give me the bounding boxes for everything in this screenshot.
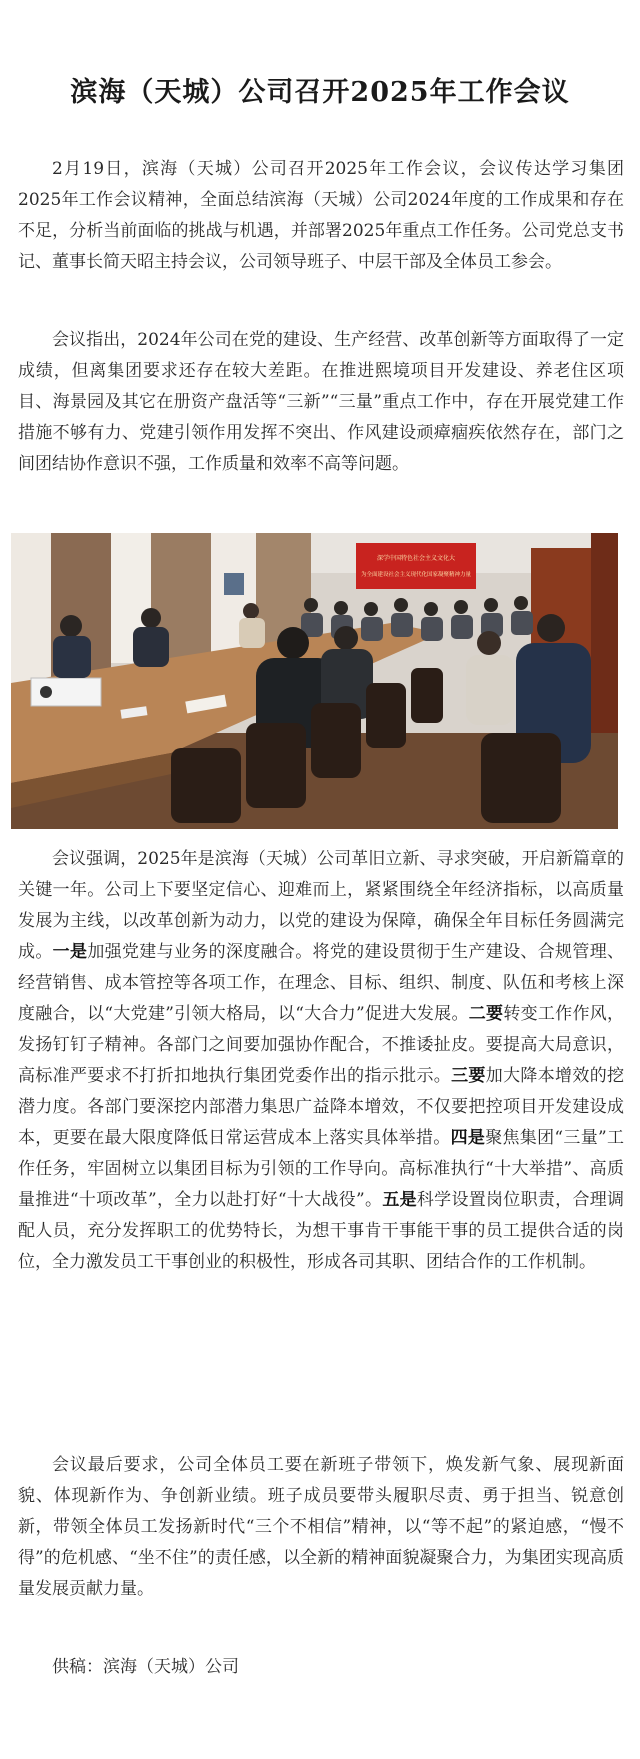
point-2-text: 转变工作作风，发扬钉钉子精神。各部门之间要加强协作配合，不推诿扯皮。要提高大局意识，高标准严要求不打折扣地执行集团党委作出的指示批示。 (18, 1004, 625, 1086)
banner (356, 543, 476, 589)
meeting-photo (11, 533, 618, 829)
point-4-keyword: 四是 (450, 1128, 486, 1148)
paragraph-3 (18, 844, 624, 1278)
point-5-keyword: 五是 (382, 1190, 417, 1210)
point-5-text: 科学设置岗位职责，合理调配人员，充分发挥职工的优势特长，为想干事肯干事能干事的员工提供合适的岗位，全力激发员工干事创业的积极性，形成各司其职、团结合作的工作机制。 (18, 1190, 625, 1272)
point-3-text: 加大降本增效的挖潜力度。各部门要深挖内部潜力集思广益降本增效，不仅要把控项目开发建设成本，更要在最大限度降低日常运营成本上落实具体举措。 (18, 1066, 625, 1148)
banner-text-2: 为全面建设社会主义现代化国家凝聚精神力量 (360, 572, 472, 578)
paragraph-3-intro: 会议强调，2025年是滨海（天城）公司革旧立新、寻求突破，开启新篇章的关键一年。公司上下要坚定信心、迎难而上，紧紧围绕全年经济指标，以高质量发展为主线，以改革创新为动力，以党的建设为保障，确保全年目标任务圆满完成。 (18, 849, 624, 962)
point-4-text: 聚焦集团“三量”工作任务，牢固树立以集团目标为引领的工作导向。高标准执行“十大举措”、高质量推进“十项改革”，全力以赴打好“十大战役”。 (18, 1128, 624, 1210)
paragraph-1: 2月19日，滨海（天城）公司召开2025年工作会议，会议传达学习集团2025年工作会议精神，全面总结滨海（天城）公司2024年度的工作成果和存在不足，分析当前面临的挑战与机遇，并部署2025年重点工作任务。公司党总支书记、董事长简天昭主持会议，公司领导班子、中层干部及全体员工参会。 (18, 159, 624, 272)
point-1-keyword: 一是 (52, 942, 88, 962)
paragraph-2: 会议指出，2024年公司在党的建设、生产经营、改革创新等方面取得了一定成绩，但离集团要求还存在较大差距。在推进熙境项目开发建设、养老住区项目、海景园及其它在册资产盘活等“三新”“三量”重点工作中，存在开展党建工作措施不够有力、党建引领作用发挥不突出、作风建设顽瘴痼疾依然存在，部门之间团结协作意识不强，工作质量和效率不高等问题。 (18, 330, 624, 474)
article-title: 滨海（天城）公司召开2025年工作会议 (70, 77, 570, 108)
point-3-keyword: 三要 (451, 1066, 486, 1086)
point-1-text: 加强党建与业务的深度融合。将党的建设贯彻于生产建设、合规管理、经营销售、成本管控等各项工作，在理念、目标、组织、制度、队伍和考核上深度融合，以“大党建”引领大格局，以“大合力”促进大发展。 (18, 942, 625, 1024)
source-credit: 供稿：滨海（天城）公司 (52, 1657, 239, 1677)
paragraph-4: 会议最后要求，公司全体员工要在新班子带领下，焕发新气象、展现新面貌、体现新作为、争创新业绩。班子成员要带头履职尽责、勇于担当、锐意创新，带领全体员工发扬新时代“三个不相信”精神，以“等不起”的紧迫感，“慢不得”的危机感、“坐不住”的责任感，以全新的精神面貌凝聚合力，为集团实现高质量发展贡献力量。 (18, 1455, 625, 1599)
banner-text-1: 深学中国特色社会主义文化大 (376, 555, 456, 562)
point-2-keyword: 二要 (468, 1004, 504, 1024)
